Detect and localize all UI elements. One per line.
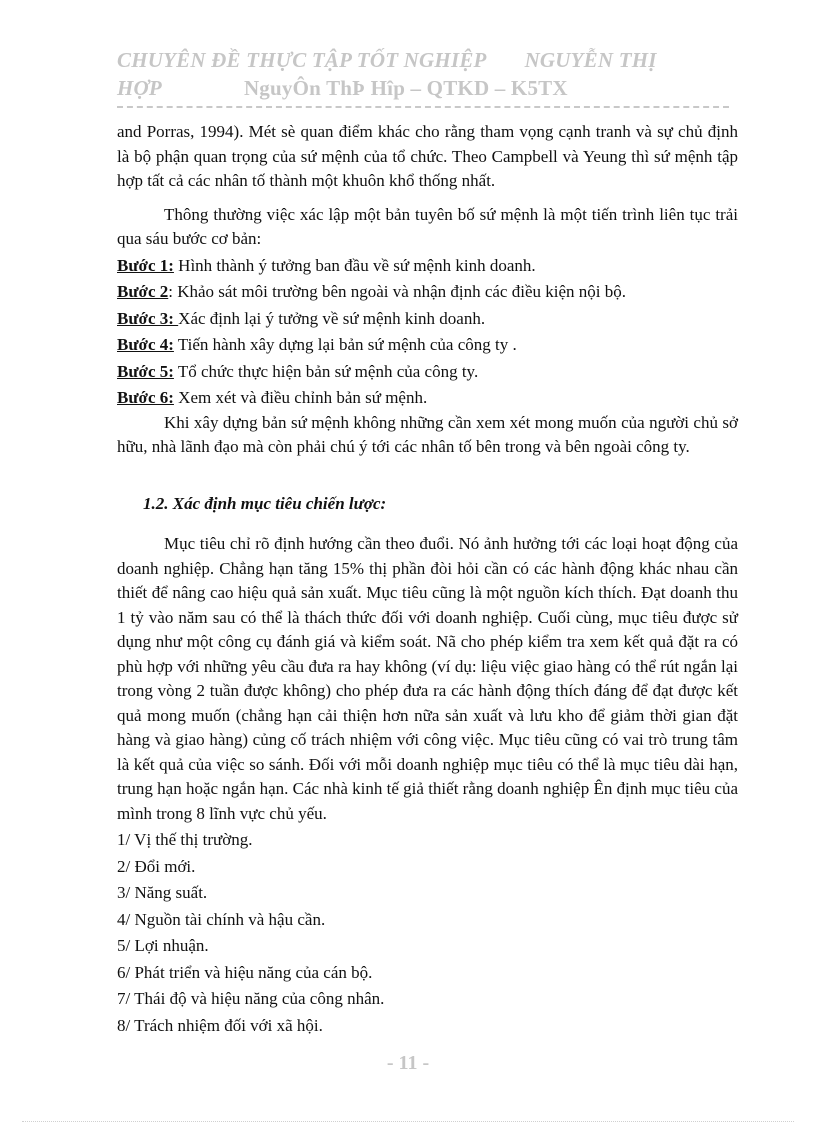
paragraph-2: Thông thường việc xác lập một bản tuyên bố sứ mệnh là một tiến trình liên tục trải qua sáu bước cơ bản: <box>117 204 738 248</box>
section-title: 1.2. Xác định mục tiêu chiến lược: <box>143 493 387 513</box>
step-3-text: Xác định lại ý tưởng về sứ mệnh kinh doanh. <box>178 308 486 328</box>
header-title: CHUYÊN ĐỀ THỰC TẬP TỐT NGHIỆP <box>117 48 487 72</box>
list-item: 7/ Thái độ và hiệu năng của công nhân. <box>117 989 385 1008</box>
header-author-cont: HỢP <box>117 76 162 100</box>
step-1 <box>117 254 738 279</box>
step-5-text: Tổ chức thực hiện bản sứ mệnh của công ty. <box>173 361 479 381</box>
step-2 <box>117 280 738 305</box>
step-6 <box>117 386 738 411</box>
step-1-text: Hình thành ý tưởng ban đầu về sứ mệnh kinh doanh. <box>173 255 536 275</box>
paragraph-4: Mục tiêu chỉ rõ định hướng cần theo đuổi. Nó ảnh hưởng tới các loại hoạt động của doanh nghiệp. Chẳng hạn tăng 15% thị phần đòi hỏi cần có các hành động khác nhau cần thiết để nâng cao hiệu quả sản xuất. Mục tiêu cũng là một nguồn kích thích. Đạt doanh thu 1 tỷ vào năm sau có thể là thách thức đối với doanh nghiệp. Cuối cùng, mục tiêu được sử dụng như một công cụ đánh giá và kiểm soát. Nã cho phép kiểm tra xem kết quả đặt ra có phù hợp với những yêu cầu đưa ra hay không (ví dụ: liệu việc giao hàng có thể rút ngắn lại trong vòng 2 tuần được không) cho phép đưa ra các hành động thích đáng để đạt được kết quả mong muốn (chẳng hạn cải thiện hơn nữa sản xuất và lưu kho để giảm thời gian đặt hàng và giao hàng) củng cố trách nhiệm với công việc. Mục tiêu cũng có vai trò trung tâm là kết quả của việc so sánh. Đối với mỗi doanh nghiệp mục tiêu có thể là mục tiêu dài hạn, trung hạn hoặc ngắn hạn. Các nhà kinh tế giả thiết rằng doanh nghiệp Ên định mục tiêu của mình trong 8 lĩnh vực chủ yếu. <box>117 534 738 823</box>
step-5-label: Bước 5: <box>117 361 174 381</box>
step-2-label: Bước 2 <box>117 282 169 301</box>
list-item: 2/ Đổi mới. <box>117 856 196 876</box>
step-2-text: : Khảo sát môi trường bên ngoài và nhận định các điều kiện nội bộ. <box>168 282 626 301</box>
paragraph-1: and Porras, 1994). Mét sè quan điểm khác cho rằng tham vọng cạnh tranh và sự chủ định là bộ phận quan trọng của sứ mệnh của tổ chức. Theo Campbell và Yeung thì sứ mệnh tập hợp tất cả các nhân tố thành một khuôn khổ thống nhất. <box>117 122 738 190</box>
step-4-text: Tiến hành xây dựng lại bản sứ mệnh của công ty . <box>173 335 517 354</box>
list-item: 1/ Vị thế thị trường. <box>117 830 253 849</box>
header-divider <box>117 106 729 108</box>
header-line-1 <box>117 46 717 74</box>
list-item: 3/ Năng suất. <box>117 883 208 902</box>
page-header <box>117 46 717 102</box>
header-line-2 <box>117 74 717 102</box>
header-author: NGUYỄN THỊ <box>524 48 657 72</box>
list-item: 5/ Lợi nhuận. <box>117 936 209 955</box>
step-3 <box>117 307 738 332</box>
step-1-label: Bước 1: <box>117 255 174 275</box>
step-3-label: Bước 3: <box>117 308 179 328</box>
step-6-text: Xem xét và điều chỉnh bản sứ mệnh. <box>173 388 428 407</box>
page-number: - 11 - <box>386 1052 430 1074</box>
header-subtitle: NguyÔn ThÞ Hîp – QTKD – K5TX <box>243 76 568 100</box>
paragraph-3: Khi xây dựng bản sứ mệnh không những cần xem xét mong muốn của người chủ sở hữu, nhà lãnh đạo mà còn phải chú ý tới các nhân tố bên trong và bên ngoài công ty. <box>117 412 738 456</box>
list-item: 4/ Nguồn tài chính và hậu cần. <box>117 909 326 929</box>
list-item: 8/ Trách nhiệm đối với xã hội. <box>117 1015 323 1035</box>
page-bottom-border <box>22 1121 794 1122</box>
document-body <box>117 120 738 1038</box>
step-4-label: Bước 4: <box>117 335 174 354</box>
step-4 <box>117 333 738 358</box>
step-5 <box>117 360 738 385</box>
step-6-label: Bước 6: <box>117 388 174 407</box>
list-item: 6/ Phát triển và hiệu năng của cán bộ. <box>117 962 373 982</box>
